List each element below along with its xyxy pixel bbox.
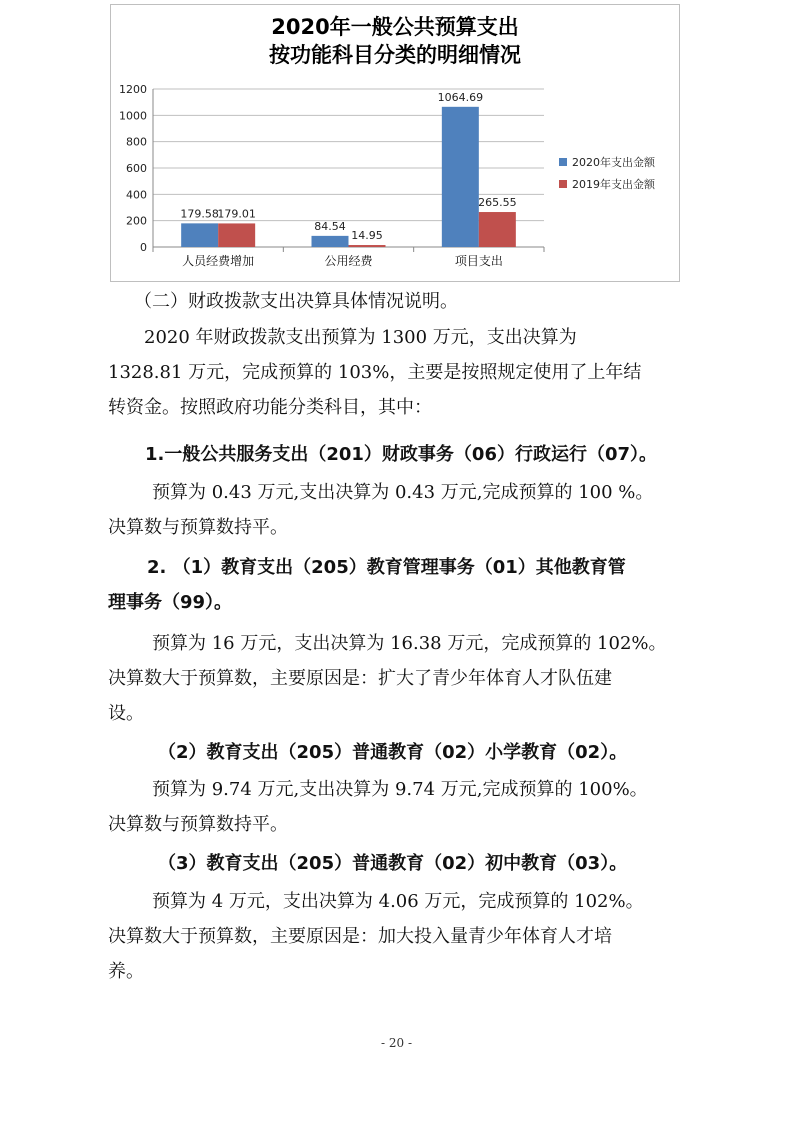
bar <box>479 212 516 247</box>
legend-label-2019: 2019年支出金额 <box>572 178 655 191</box>
paragraph-line: 预算为 16 万元，支出决算为 16.38 万元，完成预算的 102%。 <box>152 633 667 654</box>
chart-subtitle: 按功能科目分类的明细情况 <box>269 43 521 67</box>
category-label: 公用经费 <box>324 254 373 268</box>
data-label: 179.01 <box>217 207 256 221</box>
paragraph-line: 决算数与预算数持平。 <box>108 814 288 835</box>
y-tick-label: 800 <box>126 135 147 149</box>
data-label: 1064.69 <box>437 90 484 104</box>
paragraph-line: 转资金。按照政府功能分类科目，其中： <box>108 397 432 418</box>
y-tick-label: 600 <box>126 162 147 175</box>
bar-chart <box>110 4 680 282</box>
category-label: 人员经费增加 <box>182 254 255 268</box>
legend-swatch-2020 <box>559 158 567 166</box>
paragraph-line: 养。 <box>108 961 144 982</box>
bar <box>312 236 349 247</box>
legend-item-2019 <box>559 173 655 195</box>
page-number: - 20 - <box>380 1036 412 1050</box>
item-heading: （3）教育支出（205）普通教育（02）初中教育（03）。 <box>158 853 628 874</box>
paragraph-line: 2020 年财政拨款支出预算为 1300 万元，支出决算为 <box>144 327 577 348</box>
chart-legend <box>559 151 655 195</box>
bar <box>181 223 218 247</box>
bar <box>442 107 479 247</box>
y-tick-label: 400 <box>126 188 147 202</box>
paragraph-line: 预算为 0.43 万元,支出决算为 0.43 万元,完成预算的 100 %。 <box>152 482 654 503</box>
chart-title: 2020年一般公共预算支出 <box>271 15 519 39</box>
section-heading: （二）财政拨款支出决算具体情况说明。 <box>134 291 458 312</box>
paragraph-line: 决算数大于预算数，主要原因是：加大投入量青少年体育人才培 <box>108 926 612 947</box>
y-tick-label: 200 <box>126 214 147 228</box>
data-label: 14.95 <box>351 229 383 243</box>
data-label: 84.54 <box>314 219 346 233</box>
legend-label-2020: 2020年支出金额 <box>572 156 655 169</box>
y-tick-label: 1000 <box>119 109 147 123</box>
data-label: 179.58 <box>180 207 219 221</box>
data-label: 265.55 <box>478 196 517 210</box>
paragraph-line: 预算为 9.74 万元,支出决算为 9.74 万元,完成预算的 100%。 <box>152 779 648 800</box>
legend-item-2020 <box>559 151 655 173</box>
y-tick-label: 0 <box>140 241 147 254</box>
item-heading: 理事务（99）。 <box>108 592 233 613</box>
category-label: 项目支出 <box>454 254 503 268</box>
bar <box>218 223 255 247</box>
chart-plot <box>111 5 679 281</box>
paragraph-line: 预算为 4 万元，支出决算为 4.06 万元，完成预算的 102%。 <box>152 891 644 912</box>
item-heading: （2）教育支出（205）普通教育（02）小学教育（02）。 <box>158 742 628 763</box>
item-heading: 2. （1）教育支出（205）教育管理事务（01）其他教育管 <box>147 557 626 578</box>
bar <box>349 245 386 247</box>
paragraph-line: 设。 <box>108 703 144 724</box>
paragraph-line: 决算数大于预算数，主要原因是：扩大了青少年体育人才队伍建 <box>108 668 612 689</box>
legend-swatch-2019 <box>559 180 567 188</box>
item-heading: 1.一般公共服务支出（201）财政事务（06）行政运行（07）。 <box>145 444 658 465</box>
paragraph-line: 决算数与预算数持平。 <box>108 517 288 538</box>
paragraph-line: 1328.81 万元，完成预算的 103%，主要是按照规定使用了上年结 <box>108 362 642 383</box>
y-tick-label: 1200 <box>119 83 147 96</box>
